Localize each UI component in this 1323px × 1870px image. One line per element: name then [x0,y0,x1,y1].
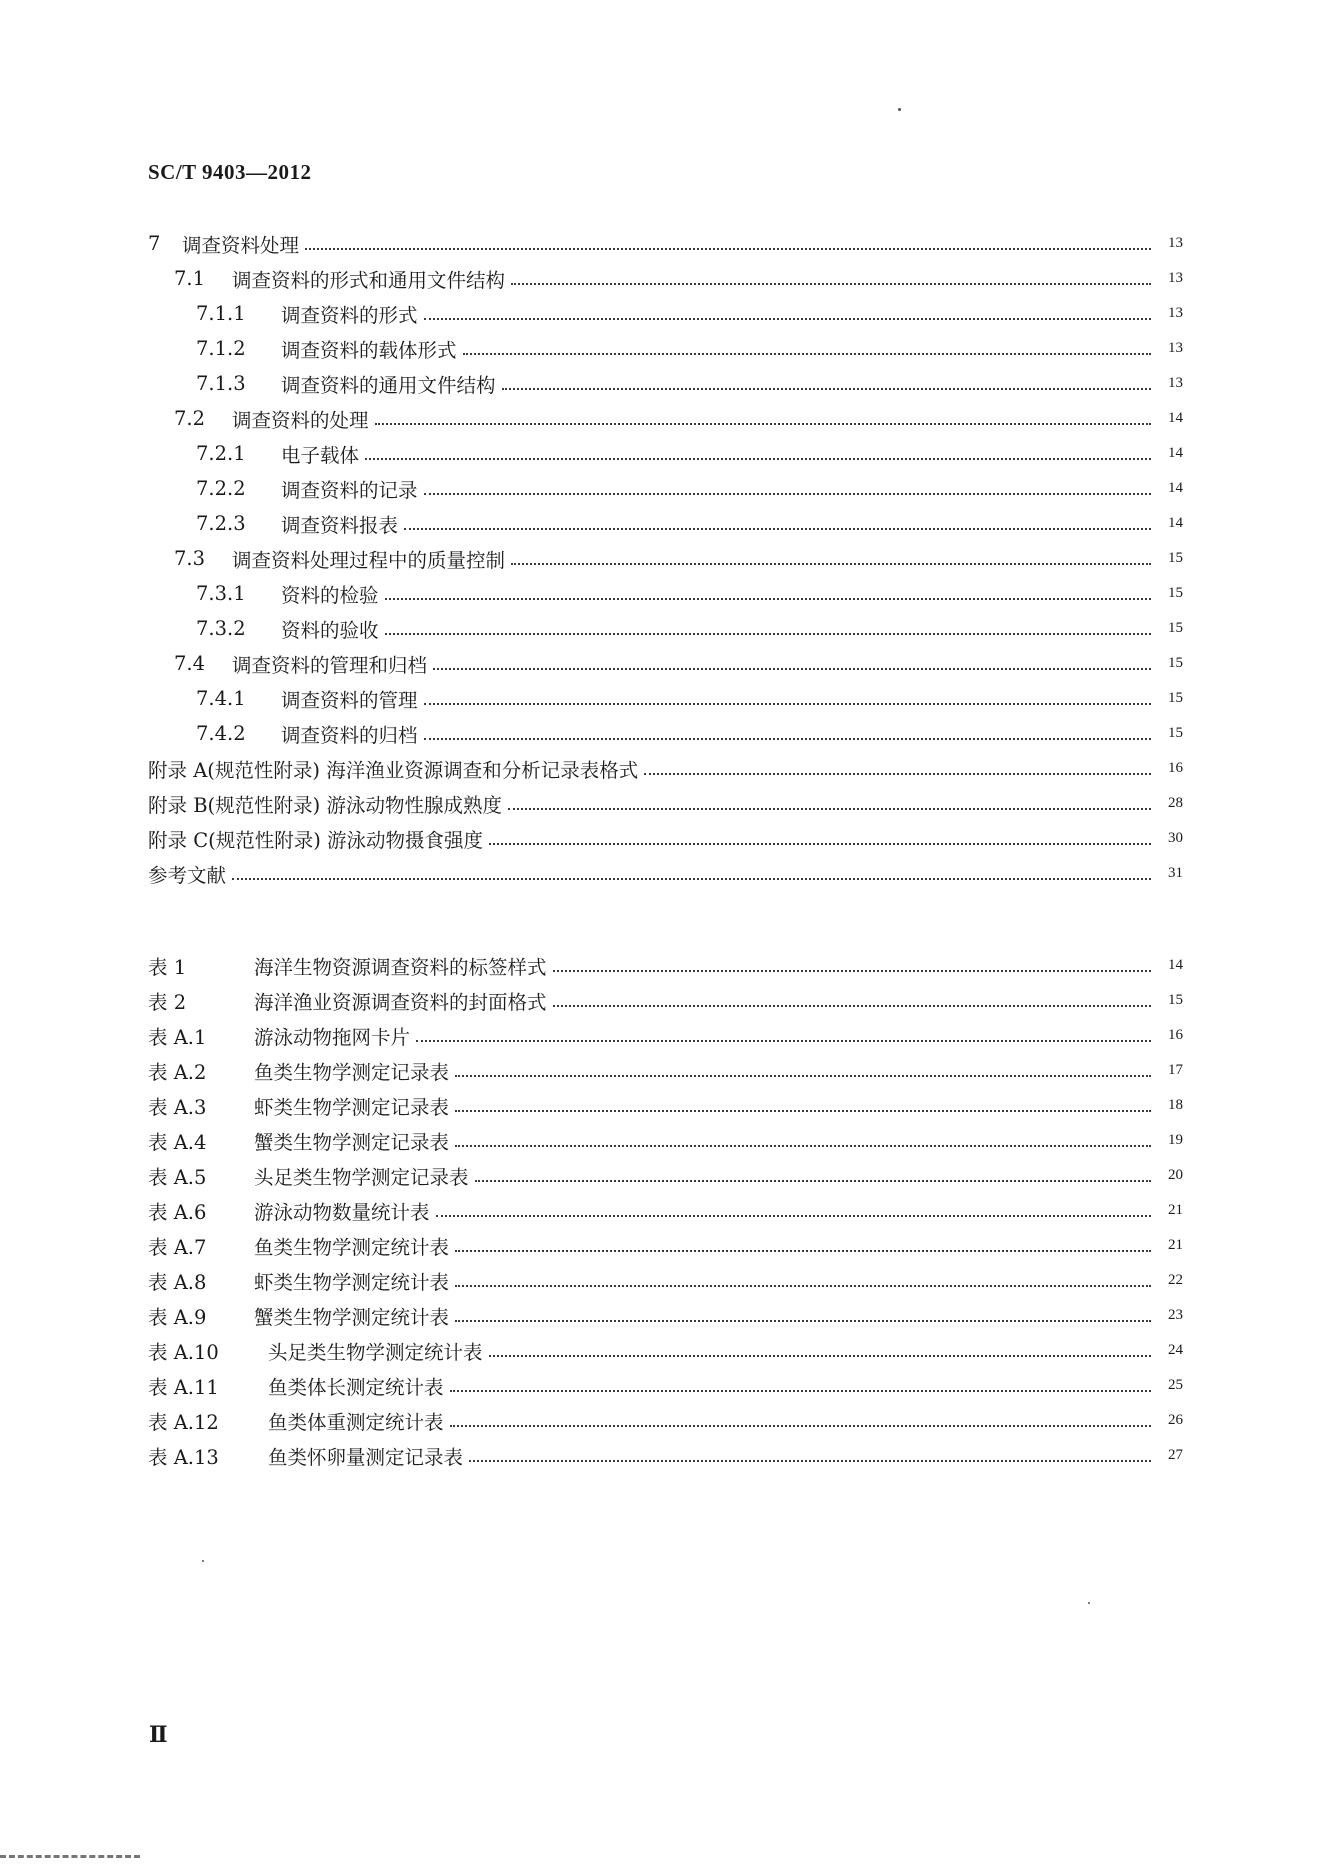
toc-entry-number: 7.2.2 [196,477,246,500]
toc-leader-dots [502,387,1151,390]
scan-speck [1088,1602,1090,1604]
toc-entry-title: 电子载体 [281,443,360,467]
toc-table-entry[interactable] [148,1228,1183,1263]
scan-speck [898,108,901,111]
toc-entry[interactable] [148,681,1183,716]
toc-entry[interactable] [148,646,1183,681]
toc-entry[interactable] [148,576,1183,611]
toc-entry-page: 13 [1168,270,1183,286]
toc-entry-number: 7.1.2 [196,337,246,360]
toc-leader-dots [450,1389,1151,1392]
toc-sections [148,226,1183,891]
toc-entry-title: 调查资料的处理 [232,408,369,432]
toc-table-page: 27 [1168,1447,1183,1463]
toc-leader-dots [463,352,1151,355]
toc-leader-dots [424,737,1151,740]
toc-entry-title: 调查资料的形式和通用文件结构 [232,268,506,292]
toc-entry-number: 7.3 [174,547,206,570]
toc-entry-title: 资料的检验 [281,583,379,607]
toc-leader-dots [644,772,1151,775]
toc-leader-dots [416,1039,1151,1042]
toc-leader-dots [455,1109,1151,1112]
toc-table-page: 14 [1168,957,1183,973]
toc-table-entry[interactable] [148,1158,1183,1193]
toc-table-number: 表 A.6 [148,1200,207,1224]
toc-table-number: 表 1 [148,955,187,979]
toc-leader-dots [424,702,1151,705]
toc-leader-dots [475,1179,1151,1182]
toc-entry-title: 调查资料的通用文件结构 [281,373,496,397]
toc-leader-dots [469,1459,1151,1462]
toc-leader-dots [511,562,1151,565]
toc-entry-number: 7.2.3 [196,512,246,535]
toc-entry-number: 7.4 [174,652,206,675]
toc-table-title: 海洋生物资源调查资料的标签样式 [254,955,547,979]
toc-table-entry[interactable] [148,1088,1183,1123]
toc-table-number: 表 A.2 [148,1060,207,1084]
toc-entry-page: 15 [1168,690,1183,706]
toc-table-title: 游泳动物拖网卡片 [254,1025,411,1049]
toc-entry-number: 7.4.2 [196,722,246,745]
toc-table-entry[interactable] [148,1438,1183,1473]
toc-table-entry[interactable] [148,1403,1183,1438]
toc-leader-dots [489,1354,1151,1357]
toc-entry-number: 7.4.1 [196,687,246,710]
toc-entry-page: 13 [1168,305,1183,321]
toc-table-number: 表 A.4 [148,1130,207,1154]
toc-leader-dots [511,282,1151,285]
toc-entry-number: 7 [148,232,161,255]
toc-leader-dots [424,317,1151,320]
toc-entry-page: 15 [1168,725,1183,741]
toc-table-number: 表 A.8 [148,1270,207,1294]
toc-table-number: 表 A.9 [148,1305,207,1329]
toc-entry-number: 7.1 [174,267,206,290]
toc-table-number: 表 A.1 [148,1025,207,1049]
toc-entry-page: 15 [1168,585,1183,601]
toc-entry-page: 15 [1168,655,1183,671]
toc-entry[interactable] [148,471,1183,506]
toc-table-title: 蟹类生物学测定统计表 [254,1305,450,1329]
toc-table-page: 23 [1168,1307,1183,1323]
toc-table-title: 虾类生物学测定记录表 [254,1095,450,1119]
toc-table-page: 24 [1168,1342,1183,1358]
toc-table-entry[interactable] [148,1263,1183,1298]
toc-table-entry[interactable] [148,1018,1183,1053]
toc-entry-page: 28 [1168,795,1183,811]
toc-entry-number: 7.3.1 [196,582,246,605]
toc-entry[interactable] [148,786,1183,821]
toc-table-entry[interactable] [148,1123,1183,1158]
toc-leader-dots [433,667,1151,670]
toc-entry-title: 参考文献 [148,863,227,887]
standard-code: SC/T 9403—2012 [148,160,312,184]
toc-entry[interactable] [148,856,1183,891]
toc-leader-dots [375,422,1151,425]
toc-table-title: 鱼类体重测定统计表 [268,1410,444,1434]
toc-leader-dots [553,1004,1151,1007]
toc-entry-number: 7.1.1 [196,302,246,325]
toc-leader-dots [305,247,1151,250]
toc-table-title: 游泳动物数量统计表 [254,1200,430,1224]
toc-table-number: 表 A.11 [148,1375,219,1399]
toc-entry-page: 30 [1168,830,1183,846]
toc-table-number: 表 2 [148,990,187,1014]
toc-table-page: 19 [1168,1132,1183,1148]
toc-entry-number: 7.2.1 [196,442,246,465]
toc-entry[interactable] [148,716,1183,751]
scan-speck [202,1560,204,1562]
toc-entry[interactable] [148,821,1183,856]
toc-table-title: 头足类生物学测定统计表 [268,1340,483,1364]
toc-table-entry[interactable] [148,948,1183,983]
toc-entry-page: 16 [1168,760,1183,776]
toc-table-page: 18 [1168,1097,1183,1113]
toc-entry-page: 15 [1168,620,1183,636]
toc-table-title: 鱼类体长测定统计表 [268,1375,444,1399]
toc-leader-dots [404,527,1151,530]
toc-entry[interactable] [148,226,1183,261]
toc-entry[interactable] [148,331,1183,366]
toc-entry-page: 14 [1168,515,1183,531]
toc-table-title: 头足类生物学测定记录表 [254,1165,469,1189]
toc-table-page: 15 [1168,992,1183,1008]
toc-table-entry[interactable] [148,983,1183,1018]
toc-table-page: 21 [1168,1237,1183,1253]
toc-leader-dots [365,457,1151,460]
toc-entry-page: 14 [1168,445,1183,461]
toc-leader-dots [455,1284,1151,1287]
toc-entry-title: 附录 A(规范性附录) 海洋渔业资源调查和分析记录表格式 [148,758,639,782]
toc-table-entry[interactable] [148,1368,1183,1403]
toc-entry[interactable] [148,751,1183,786]
toc-entry-number: 7.3.2 [196,617,246,640]
toc-entry[interactable] [148,261,1183,296]
toc-table-number: 表 A.3 [148,1095,207,1119]
toc-table-title: 海洋渔业资源调查资料的封面格式 [254,990,547,1014]
toc-entry-title: 调查资料的管理和归档 [232,653,428,677]
toc-table-title: 鱼类怀卵量测定记录表 [268,1445,464,1469]
toc-leader-dots [436,1214,1151,1217]
toc-entry-title: 调查资料处理过程中的质量控制 [232,548,506,572]
toc-entry[interactable] [148,506,1183,541]
toc-table-page: 26 [1168,1412,1183,1428]
toc-table-page: 22 [1168,1272,1183,1288]
toc-entry[interactable] [148,296,1183,331]
toc-leader-dots [424,492,1151,495]
toc-table-entry[interactable] [148,1193,1183,1228]
toc-table-entry[interactable] [148,1333,1183,1368]
toc-leader-dots [385,597,1151,600]
toc-entry-title: 附录 C(规范性附录) 游泳动物摄食强度 [148,828,484,852]
toc-entry-title: 调查资料的归档 [281,723,418,747]
toc-table-number: 表 A.13 [148,1445,219,1469]
toc-leader-dots [553,969,1151,972]
toc-table-number: 表 A.12 [148,1410,219,1434]
toc-tables [148,948,1183,1473]
toc-table-number: 表 A.7 [148,1235,207,1259]
toc-table-title: 虾类生物学测定统计表 [254,1270,450,1294]
toc-entry-number: 7.1.3 [196,372,246,395]
toc-entry-page: 13 [1168,340,1183,356]
toc-entry[interactable] [148,436,1183,471]
toc-entry-number: 7.2 [174,407,206,430]
toc-table-page: 17 [1168,1062,1183,1078]
toc-leader-dots [455,1074,1151,1077]
toc-entry[interactable] [148,611,1183,646]
toc-leader-dots [232,877,1151,880]
toc-leader-dots [455,1144,1151,1147]
toc-table-number: 表 A.10 [148,1340,219,1364]
toc-table-page: 25 [1168,1377,1183,1393]
toc-leader-dots [508,807,1151,810]
toc-table-page: 20 [1168,1167,1183,1183]
toc-entry-page: 14 [1168,480,1183,496]
toc-entry-page: 13 [1168,375,1183,391]
toc-leader-dots [455,1249,1151,1252]
toc-table-number: 表 A.5 [148,1165,207,1189]
toc-table-page: 16 [1168,1027,1183,1043]
toc-entry-title: 调查资料的管理 [281,688,418,712]
toc-entry-title: 调查资料处理 [182,233,300,257]
scan-edge-marks [0,1855,140,1862]
toc-table-title: 蟹类生物学测定记录表 [254,1130,450,1154]
toc-entry-title: 调查资料的形式 [281,303,418,327]
toc-table-entry[interactable] [148,1298,1183,1333]
toc-entry-page: 31 [1168,865,1183,881]
toc-entry-page: 13 [1168,235,1183,251]
toc-leader-dots [385,632,1151,635]
toc-leader-dots [489,842,1151,845]
toc-entry-title: 资料的验收 [281,618,379,642]
toc-entry-title: 附录 B(规范性附录) 游泳动物性腺成熟度 [148,793,502,817]
toc-entry-page: 15 [1168,550,1183,566]
toc-table-page: 21 [1168,1202,1183,1218]
toc-entry[interactable] [148,401,1183,436]
toc-entry-page: 14 [1168,410,1183,426]
toc-table-title: 鱼类生物学测定记录表 [254,1060,450,1084]
toc-entry-title: 调查资料报表 [281,513,399,537]
page-number: Ⅱ [149,1722,168,1747]
toc-entry[interactable] [148,541,1183,576]
toc-table-entry[interactable] [148,1053,1183,1088]
toc-leader-dots [450,1424,1151,1427]
toc-entry-title: 调查资料的载体形式 [281,338,457,362]
toc-entry[interactable] [148,366,1183,401]
toc-table-title: 鱼类生物学测定统计表 [254,1235,450,1259]
toc-entry-title: 调查资料的记录 [281,478,418,502]
toc-leader-dots [455,1319,1151,1322]
